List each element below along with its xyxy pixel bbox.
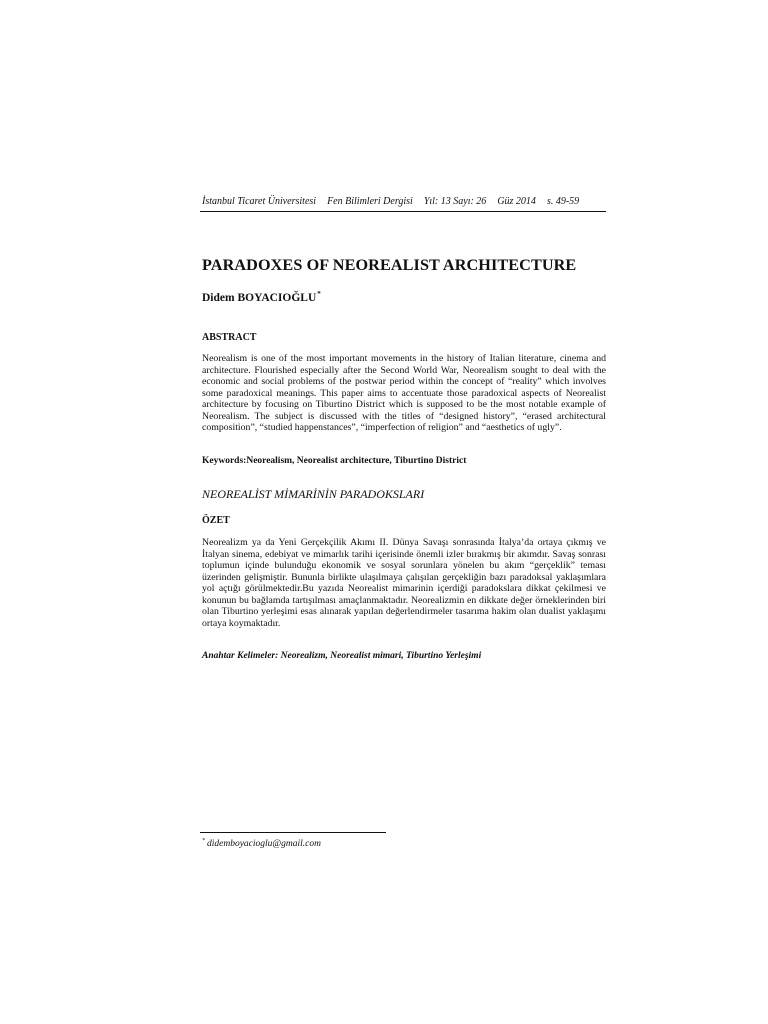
- footnote: [202, 838, 321, 849]
- journal-header: [202, 196, 606, 207]
- author-line: [202, 290, 321, 304]
- footnote-mark: *: [202, 838, 205, 844]
- abstract-heading: ABSTRACT: [202, 332, 257, 343]
- author-name: Didem BOYACIOĞLU: [202, 292, 317, 304]
- turkish-title: NEOREALİST MİMARİNİN PARADOKSLARI: [202, 487, 425, 501]
- ozet-heading: ÖZET: [202, 515, 230, 526]
- abstract-text: Neorealism is one of the most important movements in the history of Italian literature, cinema and architecture. Flourished especially after the Second World War, Neorealism sought to deal with the economic and social problems of the postwar period within the concept of “reality” which involves some paradoxical meanings. This paper aims to accentuate those paradoxical aspects of Neorealist architecture by focusing on Tiburtino District which is supposed to be the most notable example of Neorealism. The subject is discussed with the titles of “designed history”, “erased architectural composition”, “studied happenstances”, “imperfection of religion” and “aesthetics of ugly”.: [202, 353, 606, 433]
- footnote-divider: [200, 832, 386, 833]
- header-season: Güz 2014: [497, 196, 536, 207]
- author-footnote-mark: *: [317, 290, 321, 298]
- ozet-text: Neorealizm ya da Yeni Gerçekçilik Akımı II. Dünya Savaşı sonrasında İtalya’da ortaya çıkmış ve İtalyan sinema, edebiyat ve mimarlık tarihi içerisinde önemli izler bırakmış bir akımdır. Savaş sonrası toplumun içinde bulunduğu ekonomik ve sosyal sorunlara yönelen bu akım “gerçeklik” teması üzerinden gelişmiştir. Bununla birlikte ulaşılmaya çalışılan gerçekliğin bazı paradoksal yaklaşımlara yol açtığı görülmektedir.Bu yazıda Neorealist mimarinin içerdiği paradokslara dikkat çekilmesi ve konunun bu bağlamda tartışılması amaçlanmaktadır. Neorealizmin en dikkate değer örneklerinden biri olan Tiburtino yerleşimi esas alınarak yapılan değerlendirmeler tasarıma hakim olan dualist yaklaşımı ortaya koymaktadır.: [202, 537, 606, 629]
- header-pages: s. 49-59: [546, 196, 580, 207]
- keywords: Keywords:Neorealism, Neorealist architecture, Tiburtino District: [202, 456, 467, 466]
- footnote-email: didemboyacioglu@gmail.com: [207, 839, 322, 849]
- article-title: PARADOXES OF NEOREALIST ARCHITECTURE: [202, 256, 577, 274]
- header-year-issue: Yıl: 13 Sayı: 26: [423, 196, 487, 207]
- header-journal: Fen Bilimleri Dergisi: [327, 196, 413, 207]
- header-university: İstanbul Ticaret Üniversitesi: [202, 196, 317, 207]
- turkish-keywords: Anahtar Kelimeler: Neorealizm, Neorealist mimari, Tiburtino Yerleşimi: [202, 651, 482, 661]
- header-divider: [200, 211, 606, 212]
